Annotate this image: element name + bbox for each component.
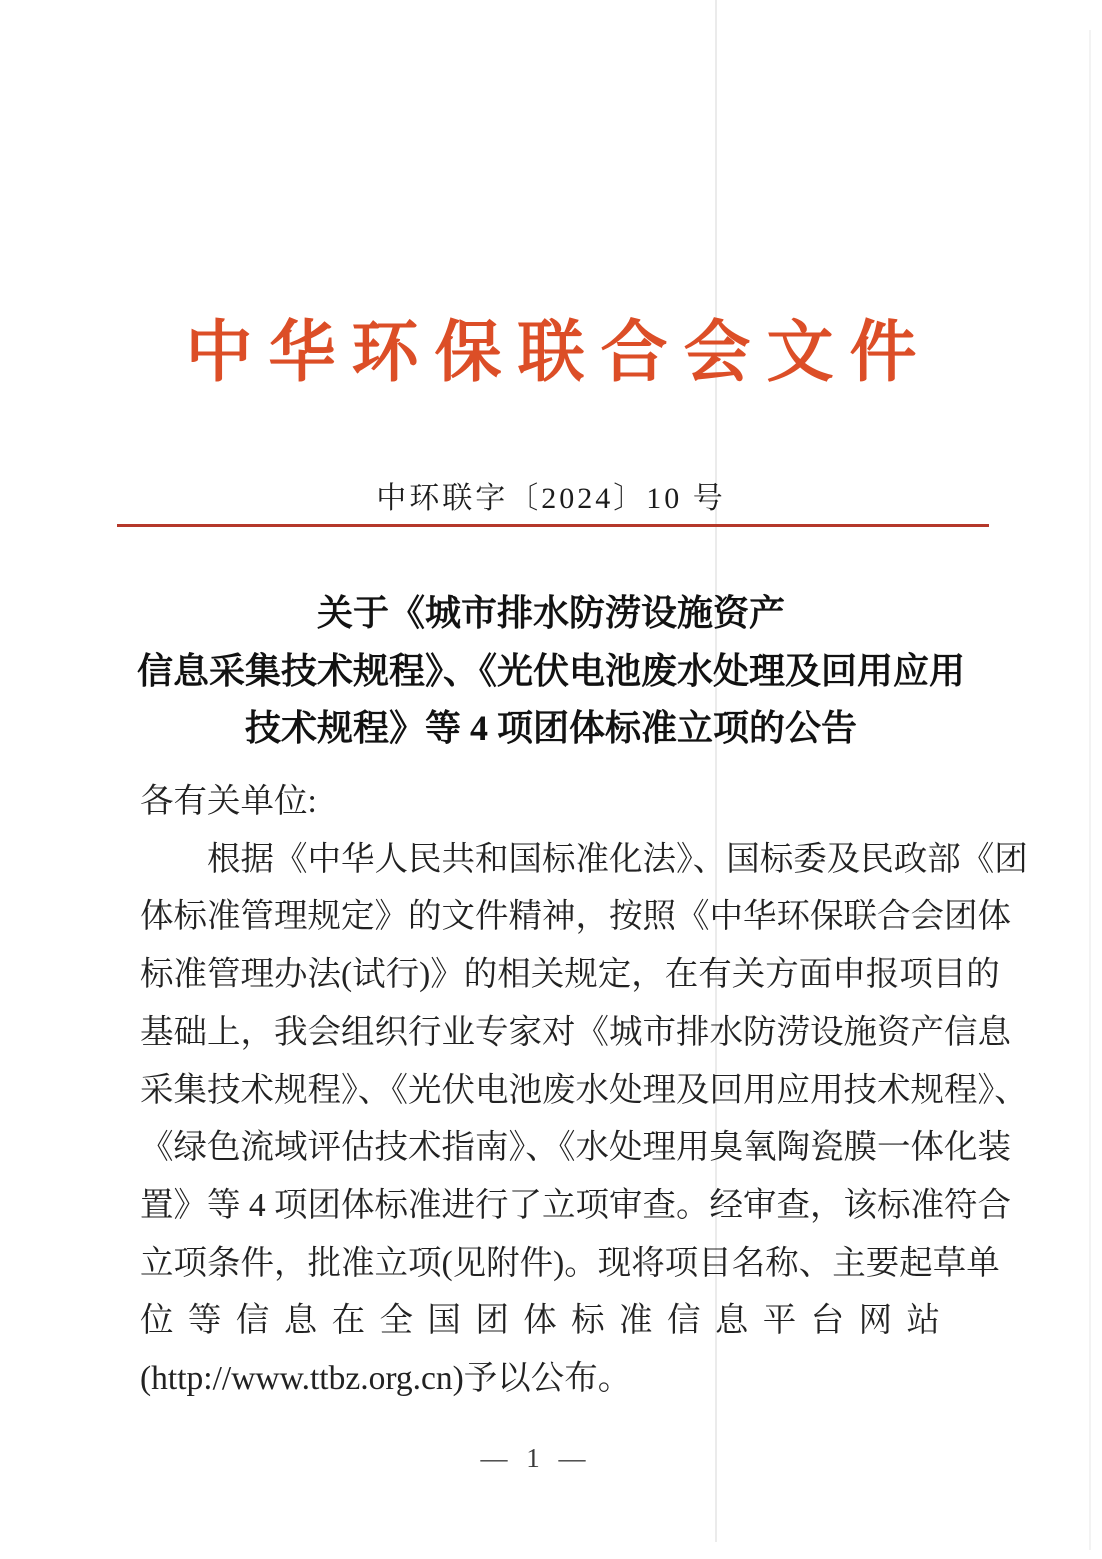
paragraph-line: 位等信息在全国团体标准信息平台网站 [140, 1302, 940, 1340]
document-header-title: 中华环保联合会文件 [185, 316, 933, 390]
page-number: — 1 — [480, 1443, 592, 1473]
notice-title-line-3: 技术规程》等 4 项团体标准立项的公告 [244, 708, 857, 748]
document-number: 中环联字〔2024〕10 号 [376, 482, 726, 515]
page-edge-shadow [1089, 30, 1091, 1550]
paragraph-line: 立项条件，批准立项(见附件)。现将项目名称、主要起草单 [140, 1244, 1000, 1282]
paragraph-line: 置》等 4 项团体标准进行了立项审查。经审查，该标准符合 [140, 1186, 1011, 1224]
notice-title [0, 585, 1102, 758]
notice-title-line-2: 信息采集技术规程》、《光伏电池废水处理及回用应用 [136, 650, 965, 691]
body-text [140, 773, 1028, 1408]
paragraph-line: (http://www.ttbz.org.cn)予以公布。 [140, 1360, 632, 1398]
paragraph-line: 基础上，我会组织行业专家对《城市排水防涝设施资产信息 [140, 1013, 1011, 1051]
notice-title-line-1: 关于《城市排水防涝设施资产 [316, 593, 785, 633]
paragraph-line: 体标准管理规定》的文件精神，按照《中华环保联合会团体 [140, 898, 1011, 936]
header-divider-line [117, 524, 989, 527]
paragraph-line: 《绿色流域评估技术指南》、《水处理用臭氧陶瓷膜一体化装 [140, 1129, 1011, 1167]
paragraph-line: 根据《中华人民共和国标准化法》、国标委及民政部《团 [207, 840, 1028, 878]
paragraph-line: 采集技术规程》、《光伏电池废水处理及回用应用技术规程》、 [140, 1071, 1028, 1109]
paragraph-line: 标准管理办法(试行)》的相关规定，在有关方面申报项目的 [140, 956, 1000, 994]
salutation: 各有关单位: [140, 783, 317, 820]
